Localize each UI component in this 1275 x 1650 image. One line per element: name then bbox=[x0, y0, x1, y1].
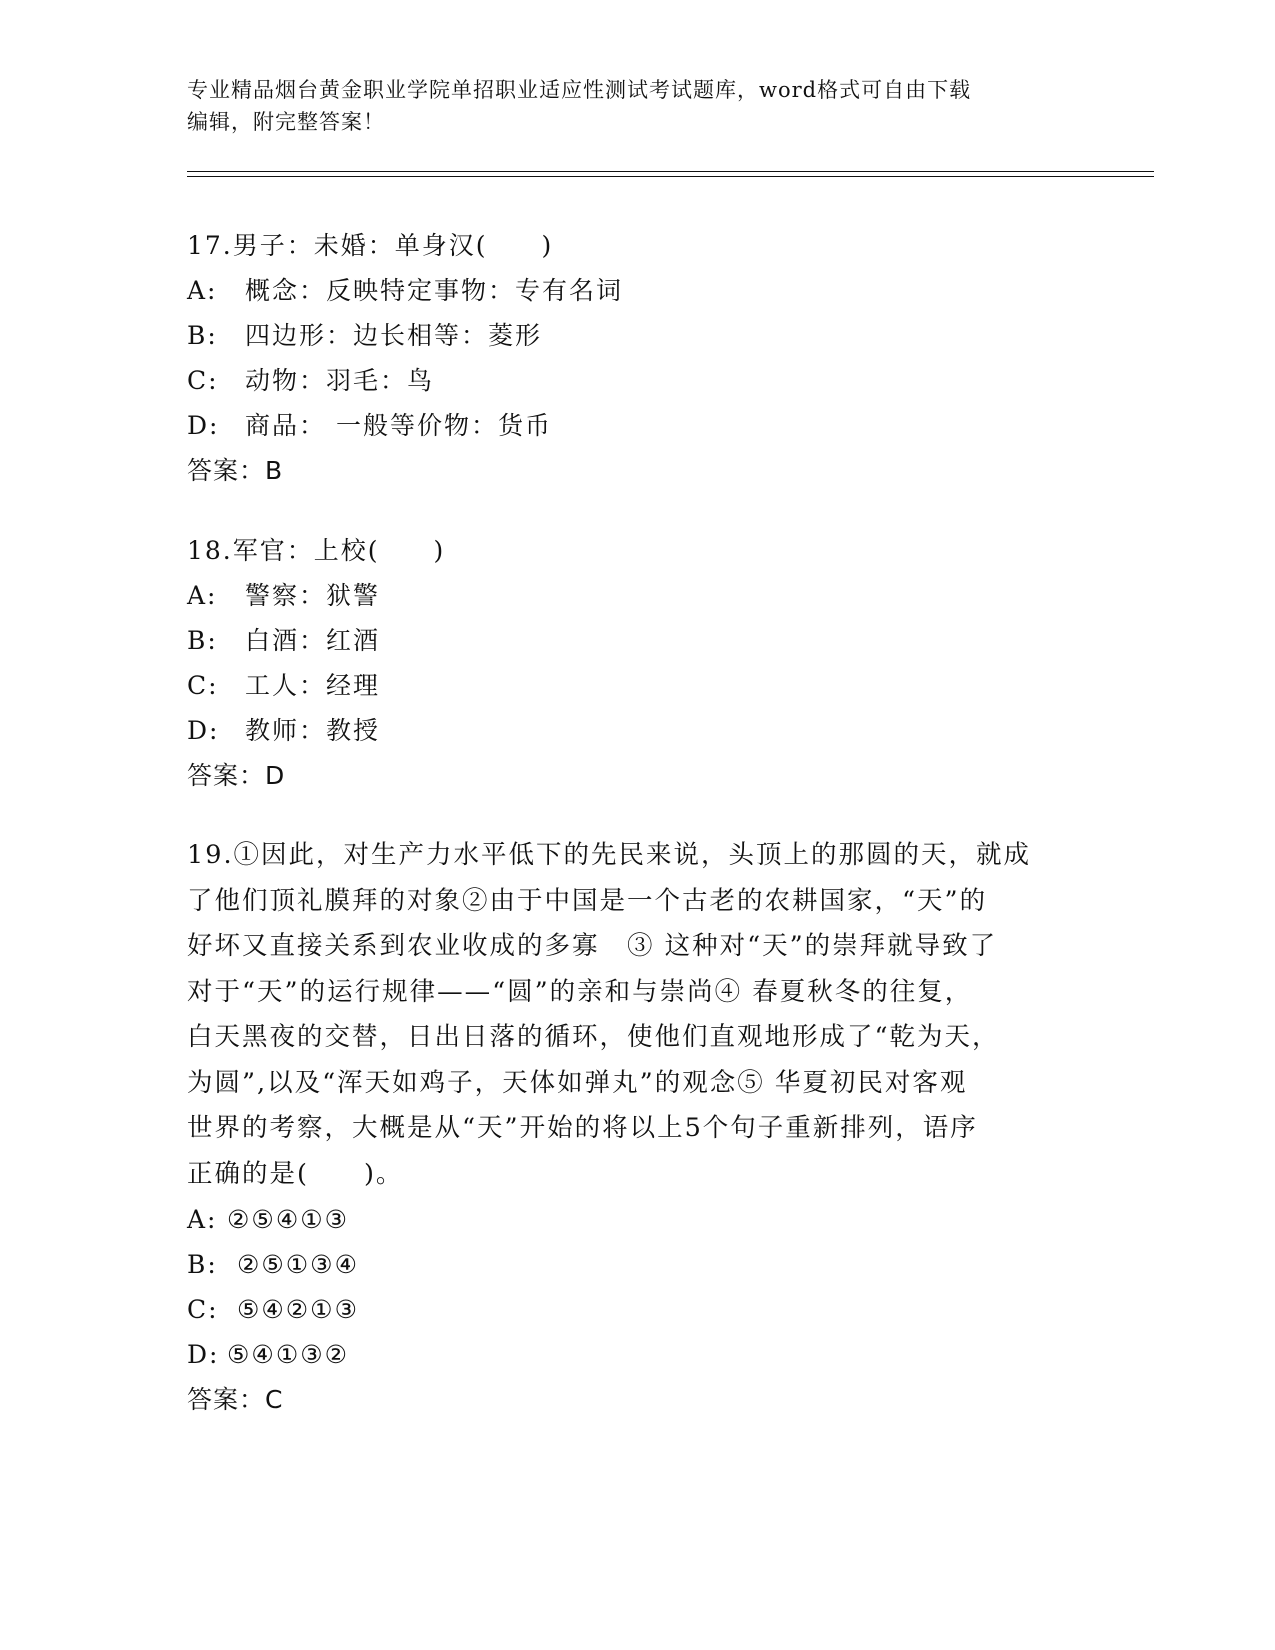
option-d bbox=[187, 708, 1087, 753]
question-stem: 18.军官：上校( ) bbox=[187, 536, 446, 565]
option-text: ⑤④①③② bbox=[227, 1340, 350, 1369]
option-key: D: bbox=[187, 1340, 220, 1369]
option-text: 白酒：红酒 bbox=[245, 626, 381, 655]
question-17 bbox=[187, 223, 1087, 493]
option-text: ②⑤④①③ bbox=[227, 1205, 350, 1234]
option-key: C: bbox=[187, 1295, 219, 1324]
answer: 答案：C bbox=[187, 1385, 284, 1414]
option-b bbox=[187, 313, 1087, 358]
header-line-1: 专业精品烟台黄金职业学院单招职业适应性测试考试题库，word格式可自由下载 bbox=[187, 78, 972, 102]
option-key: D: bbox=[187, 716, 220, 745]
document-header bbox=[187, 74, 1087, 138]
option-key: B: bbox=[187, 321, 218, 350]
answer: 答案：D bbox=[187, 761, 286, 790]
question-stem-line: 白天黑夜的交替，日出日落的循环，使他们直观地形成了“乾为天， bbox=[187, 1022, 1000, 1052]
option-key: D: bbox=[187, 411, 220, 440]
option-b bbox=[187, 618, 1087, 663]
option-text: 警察：狱警 bbox=[245, 581, 381, 610]
option-key: A: bbox=[187, 1205, 218, 1234]
option-text: 工人：经理 bbox=[245, 671, 381, 700]
question-stem-line: 好坏又直接关系到农业收成的多寡 ③ 这种对“天”的崇拜就导致了 bbox=[187, 931, 998, 961]
question-stem: 17.男子：未婚：单身汉( ) bbox=[187, 231, 554, 260]
option-key: B: bbox=[187, 1250, 218, 1279]
question-stem-line: 对于“天”的运行规律——“圆”的亲和与崇尚④ 春夏秋冬的往复， bbox=[187, 976, 973, 1007]
option-key: C: bbox=[187, 366, 219, 395]
option-a bbox=[187, 1197, 1087, 1242]
option-text: 教师：教授 bbox=[245, 716, 381, 745]
option-text: 动物：羽毛：鸟 bbox=[245, 366, 435, 395]
option-c bbox=[187, 663, 1087, 708]
option-b bbox=[187, 1242, 1087, 1287]
question-stem-line: 正确的是( )。 bbox=[187, 1158, 404, 1189]
question-19 bbox=[187, 833, 1087, 1422]
question-stem-line: 19.①因此，对生产力水平低下的先民来说，头顶上的那圆的天，就成 bbox=[187, 840, 1032, 870]
answer: 答案：B bbox=[187, 456, 284, 485]
question-stem-line: 为圆”,以及“浑天如鸡子，天体如弹丸”的观念⑤ 华夏初民对客观 bbox=[187, 1067, 968, 1098]
option-text: 概念：反映特定事物：专有名词 bbox=[245, 276, 624, 305]
option-key: C: bbox=[187, 671, 219, 700]
option-text: 商品： 一般等价物：货币 bbox=[245, 411, 552, 440]
option-c bbox=[187, 1287, 1087, 1332]
option-text: ②⑤①③④ bbox=[227, 1250, 360, 1279]
option-d bbox=[187, 1332, 1087, 1377]
header-line-2: 编辑，附完整答案！ bbox=[187, 110, 385, 134]
question-18 bbox=[187, 528, 1087, 798]
question-stem-line: 世界的考察，大概是从“天”开始的将以上5个句子重新排列，语序 bbox=[187, 1113, 978, 1143]
header-divider-bottom bbox=[187, 176, 1154, 177]
option-key: B: bbox=[187, 626, 218, 655]
option-text: ⑤④②①③ bbox=[227, 1295, 360, 1324]
option-text: 四边形：边长相等：菱形 bbox=[245, 321, 543, 350]
header-divider-top bbox=[187, 171, 1154, 172]
question-stem-line: 了他们顶礼膜拜的对象②由于中国是一个古老的农耕国家，“天”的 bbox=[187, 885, 988, 916]
option-c bbox=[187, 358, 1087, 403]
option-key: A: bbox=[187, 276, 218, 305]
option-key: A: bbox=[187, 581, 218, 610]
option-a bbox=[187, 573, 1087, 618]
option-a bbox=[187, 268, 1087, 313]
option-d bbox=[187, 403, 1087, 448]
